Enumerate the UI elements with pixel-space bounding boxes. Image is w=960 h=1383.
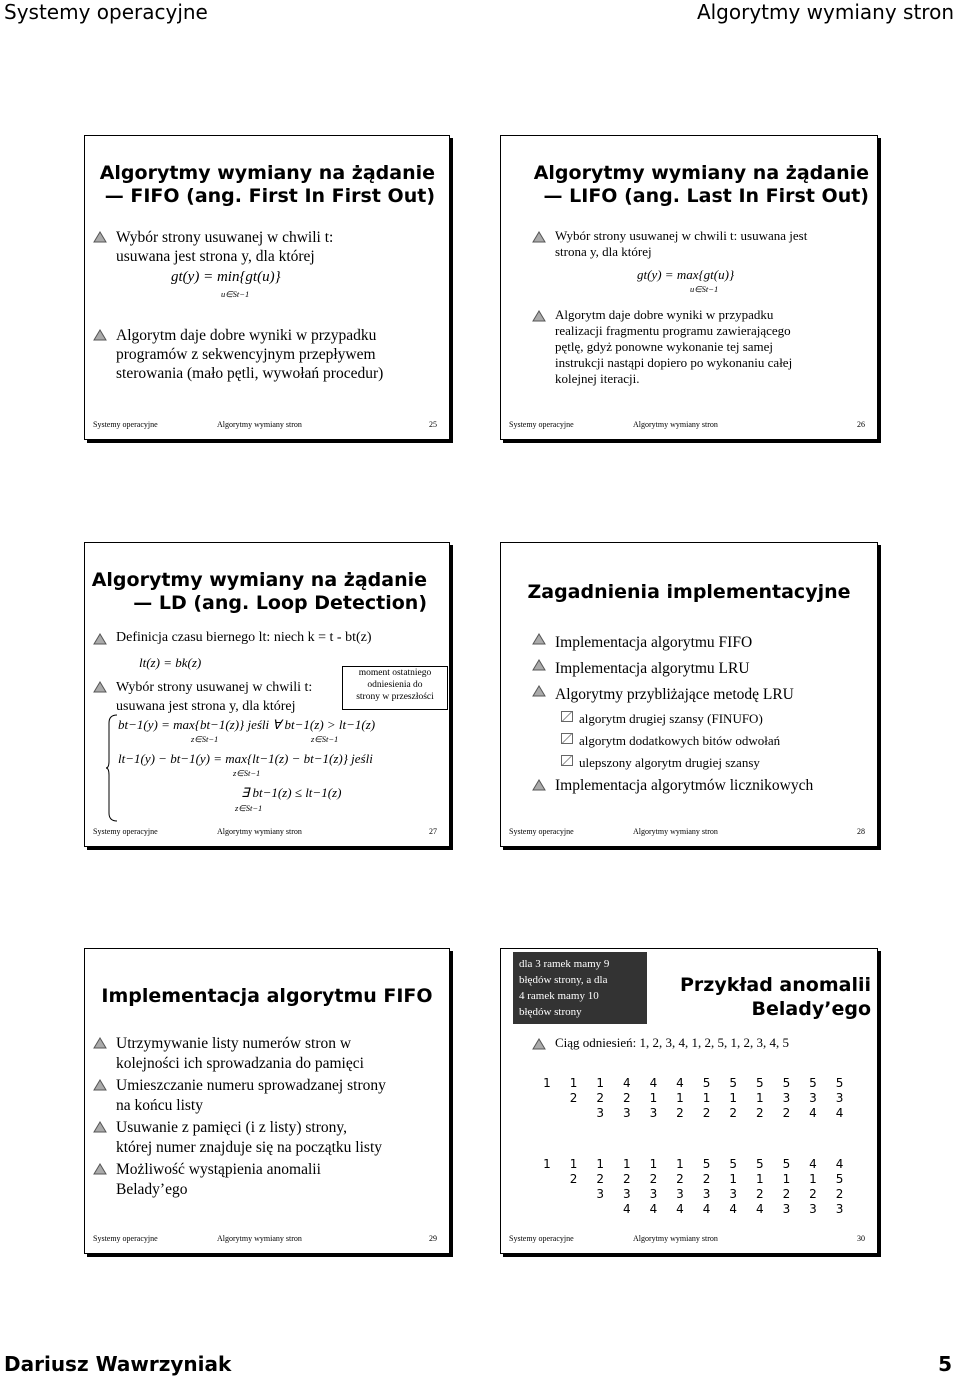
formula: bt−1(y) = max{bt−1(z)} jeśli ∀ bt−1(z) > lt−1(z) (118, 717, 376, 732)
page-number: 5 (938, 1352, 952, 1376)
frame-cell: 1 (622, 1157, 631, 1171)
slide-25 (84, 135, 450, 440)
formula-subscript: z∈St−1 (311, 734, 339, 744)
frame-cell: 3 (622, 1106, 631, 1120)
frame-cell: 1 (729, 1091, 737, 1105)
frame-cell: 2 (622, 1091, 631, 1105)
bullet-icon (93, 1163, 107, 1175)
slide-number: 28 (857, 827, 865, 836)
frame-cell: 3 (835, 1091, 844, 1105)
sub-bullet-icon (561, 733, 573, 744)
frame-cell: 1 (596, 1157, 604, 1171)
frame-cell: 3 (729, 1187, 737, 1201)
frame-cell: 2 (782, 1106, 791, 1120)
slide-title: Algorytmy wymiany na żądanie — LIFO (ang. Last In First Out) (533, 162, 869, 207)
list (555, 630, 794, 708)
list-item: Algorytmy przybliżające metodę LRU (555, 682, 794, 708)
frame-cell: 5 (702, 1157, 711, 1171)
page-header (0, 0, 960, 30)
sub-bullet-icon (561, 711, 573, 722)
formula: gt(y) = max{gt(u)} (637, 267, 735, 282)
slide-footer: Systemy operacyjne Algorytmy wymiany stron 25 (93, 420, 437, 429)
frame-cell: 2 (596, 1172, 604, 1186)
frame-cell: 5 (809, 1076, 817, 1090)
list-item: Implementacja algorytmów licznikowych (555, 776, 813, 795)
frame-cell: 5 (782, 1157, 791, 1171)
frame-cell: 1 (782, 1172, 791, 1186)
frame-cell: 2 (782, 1187, 791, 1201)
formula-subscript: z∈St−1 (191, 734, 219, 744)
frame-cell: 4 (702, 1202, 711, 1216)
bullet-icon (93, 329, 107, 341)
slide-number: 29 (429, 1234, 437, 1243)
frame-cell: 1 (729, 1172, 737, 1186)
frame-cell: 4 (809, 1106, 817, 1120)
slide-number: 26 (857, 420, 865, 429)
formula-subscript: z∈St−1 (235, 803, 263, 813)
frame-cell: 3 (596, 1106, 604, 1120)
formula: lt(z) = bk(z) (139, 655, 202, 670)
bullet: Utrzymywanie listy numerów stron w kolejności ich sprowadzania do pamięci (116, 1034, 364, 1074)
bullet-icon (532, 659, 546, 671)
formula-subscript: u∈St−1 (221, 289, 250, 299)
frame-cell: 2 (569, 1172, 578, 1186)
frame-cell: 4 (676, 1076, 684, 1090)
sub-bullet-icon (561, 755, 573, 766)
bullet-icon (93, 1079, 107, 1091)
bullet-icon (532, 1038, 546, 1050)
bullet: Usuwanie z pamięci (i z listy) strony, której numer znajduje się na początku listy (116, 1118, 382, 1158)
frame-cell: 4 (755, 1202, 764, 1216)
bullet-icon (532, 231, 546, 243)
frame-cell: 2 (649, 1172, 658, 1186)
list-item: ulepszony algorytm drugiej szansy (579, 752, 780, 774)
bullet: Algorytm daje dobre wyniki w przypadku programów z sekwencyjnym przepływem sterowania (mało pętli, wywołań procedur) (116, 326, 383, 383)
frame-cell: 1 (649, 1157, 658, 1171)
bullet: Definicja czasu biernego lt: niech k = t - bt(z) (116, 630, 372, 646)
frame-cell: 5 (702, 1076, 711, 1090)
note-box: dla 3 ramek mamy 9 błędów strony, a dla 4 ramek mamy 10 błędów strony (513, 952, 647, 1024)
slide-footer: Systemy operacyjne Algorytmy wymiany stron 30 (509, 1234, 865, 1243)
frame-cell: 1 (809, 1172, 817, 1186)
frame-cell: 3 (649, 1106, 658, 1120)
frame-cell: 5 (755, 1157, 764, 1171)
frame-cell: 3 (835, 1202, 844, 1216)
bullet: Algorytm daje dobre wyniki w przypadku realizacji fragmentu programu zawierającego pętlę, gdyż ponowne wykonanie tej samej instrukcji nastąpi dopiero po wykonaniu całej kolejnej iteracji. (555, 307, 792, 387)
frame-cell: 2 (676, 1106, 684, 1120)
bullet-icon (532, 633, 546, 645)
slide-title: Algorytmy wymiany na żądanie — LD (ang. Loop Detection) (91, 569, 427, 614)
slide-title: Przykład anomalii Belady’ego (679, 974, 871, 1020)
frame-cell: 3 (676, 1187, 684, 1201)
slide-29 (84, 948, 450, 1254)
frame-cell: 4 (622, 1076, 631, 1090)
frame-cell: 2 (702, 1106, 711, 1120)
slide-title: Zagadnienia implementacyjne (527, 581, 851, 603)
frame-cell: 3 (596, 1187, 604, 1201)
frame-cell: 1 (755, 1091, 764, 1105)
list-item: Implementacja algorytmu LRU (555, 656, 794, 682)
frame-cell: 3 (782, 1091, 791, 1105)
header-left: Systemy operacyjne (4, 0, 208, 24)
frame-cell: 1 (569, 1157, 578, 1171)
frame-cell: 4 (729, 1202, 737, 1216)
frame-cell: 1 (596, 1076, 604, 1090)
formula: lt−1(y) − bt−1(y) = max{lt−1(z) − bt−1(z)} jeśli (118, 751, 373, 766)
list-item: Implementacja algorytmu FIFO (555, 630, 794, 656)
frame-cell: 5 (729, 1157, 737, 1171)
frame-cell: 3 (622, 1187, 631, 1201)
slide-28 (500, 542, 878, 847)
frame-cell: 1 (543, 1157, 551, 1171)
bullet-icon (93, 633, 107, 645)
frame-cell: 4 (649, 1076, 658, 1090)
frame-cell: 2 (596, 1091, 604, 1105)
bullet: Ciąg odniesień: 1, 2, 3, 4, 1, 2, 5, 1, 2, 3, 4, 5 (555, 1035, 789, 1051)
frame-cell: 1 (702, 1091, 711, 1105)
bullet-icon (532, 310, 546, 322)
author: Dariusz Wawrzyniak (4, 1352, 232, 1376)
frame-cell: 5 (755, 1076, 764, 1090)
frame-cell: 5 (835, 1172, 844, 1186)
frame-cell: 2 (755, 1106, 764, 1120)
frame-cell: 1 (569, 1076, 578, 1090)
bullet-icon (532, 779, 546, 791)
slide-number: 25 (429, 420, 437, 429)
slide-title: Algorytmy wymiany na żądanie — FIFO (ang. First In First Out) (99, 162, 435, 207)
frame-cell: 3 (702, 1187, 711, 1201)
slide-number: 30 (857, 1234, 865, 1243)
frame-cell: 3 (782, 1202, 791, 1216)
frame-cell: 2 (702, 1172, 711, 1186)
sublist (579, 708, 780, 774)
bullet-icon (93, 681, 107, 693)
slide-footer: Systemy operacyjne Algorytmy wymiany stron 28 (509, 827, 865, 836)
frame-cell: 1 (755, 1172, 764, 1186)
bullet: Wybór strony usuwanej w chwili t: usuwana jest strona y, dla której (116, 228, 333, 266)
bullet: Umieszczanie numeru sprowadzanej strony na końcu listy (116, 1076, 386, 1116)
slide-title: Implementacja algorytmu FIFO (101, 985, 433, 1007)
bullet: Wybór strony usuwanej w chwili t: usuwana jest strona y, dla której (116, 678, 312, 716)
slide-27 (84, 542, 450, 847)
header-right: Algorytmy wymiany stron (696, 0, 954, 24)
frame-cell: 5 (782, 1076, 791, 1090)
frame-cell: 4 (835, 1106, 844, 1120)
slide-footer: Systemy operacyjne Algorytmy wymiany stron 29 (93, 1234, 437, 1243)
bullet-icon (93, 1037, 107, 1049)
bullet-icon (93, 231, 107, 243)
frame-cell: 2 (809, 1187, 817, 1201)
brace-icon (105, 713, 119, 823)
frame-cell: 4 (809, 1157, 817, 1171)
frame-cell: 2 (569, 1091, 578, 1105)
list-item: algorytm drugiej szansy (FINUFO) (579, 708, 780, 730)
page-footer (0, 1352, 960, 1382)
list-item: algorytm dodatkowych bitów odwołań (579, 730, 780, 752)
frame-cell: 3 (809, 1202, 817, 1216)
frame-cell: 5 (729, 1076, 737, 1090)
frame-cell: 1 (543, 1076, 551, 1090)
bullet-icon (93, 1121, 107, 1133)
formula: gt(y) = min{gt(u)} (171, 269, 281, 285)
frame-cell: 2 (676, 1172, 684, 1186)
bullet: Możliwość wystąpienia anomalii Belady’ego (116, 1160, 321, 1200)
frame-cell: 4 (649, 1202, 658, 1216)
frame-cell: 3 (809, 1091, 817, 1105)
frame-cell: 4 (622, 1202, 631, 1216)
frame-cell: 1 (676, 1091, 684, 1105)
formula-subscript: z∈St−1 (233, 768, 261, 778)
frame-cell: 4 (835, 1157, 844, 1171)
frame-cell: 2 (622, 1172, 631, 1186)
frame-cell: 5 (835, 1076, 844, 1090)
formula: ∃ bt−1(z) ≤ lt−1(z) (241, 785, 342, 800)
frame-cell: 1 (676, 1157, 684, 1171)
bullet-icon (532, 685, 546, 697)
slide-26 (500, 135, 878, 440)
callout-note: moment ostatniego odniesienia do strony w przeszłości (342, 666, 448, 710)
frame-cell: 2 (835, 1187, 844, 1201)
frame-cell: 2 (729, 1106, 737, 1120)
frame-cell: 3 (649, 1187, 658, 1201)
frame-cell: 2 (755, 1187, 764, 1201)
frame-cell: 4 (676, 1202, 684, 1216)
frame-cell: 1 (649, 1091, 658, 1105)
formula-subscript: u∈St−1 (690, 284, 719, 294)
slide-30 (500, 948, 878, 1254)
slide-footer: Systemy operacyjne Algorytmy wymiany stron 27 (93, 827, 437, 836)
bullet: Wybór strony usuwanej w chwili t: usuwana jest strona y, dla której (555, 228, 807, 260)
slide-footer: Systemy operacyjne Algorytmy wymiany stron 26 (509, 420, 865, 429)
slide-number: 27 (429, 827, 437, 836)
